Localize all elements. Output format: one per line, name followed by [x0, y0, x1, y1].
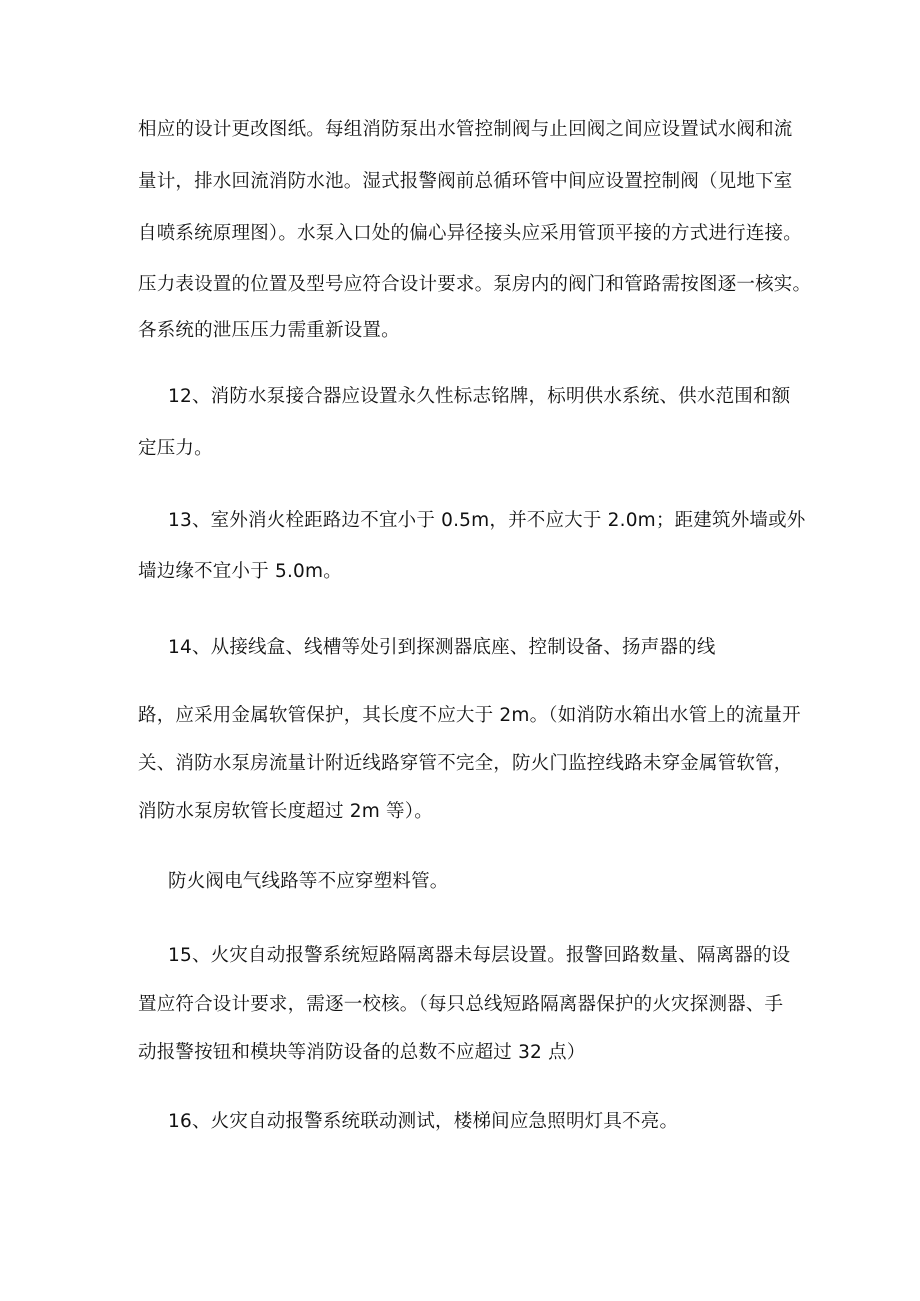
text-line: 量计，排水回流消防水池。湿式报警阀前总循环管中间应设置控制阀（见地下室 — [138, 171, 793, 192]
item-15-line-3: 动报警按钮和模块等消防设备的总数不应超过 32 点） — [138, 1042, 586, 1063]
item-13-line-2: 墙边缘不宜小于 5.0m。 — [138, 561, 342, 582]
item-13-line-1: 13、室外消火栓距路边不宜小于 0.5m，并不应大于 2.0m；距建筑外墙或外 — [168, 510, 806, 531]
text-line: 各系统的泄压压力需重新设置。 — [138, 320, 400, 341]
item-14-line-3: 关、消防水泵房流量计附近线路穿管不完全，防火门监控线路未穿金属管软管， — [138, 753, 793, 774]
item-15-line-2: 置应符合设计要求，需逐一校核。（每只总线短路隔离器保护的火灾探测器、手 — [138, 994, 784, 1015]
item-14-line-4: 消防水泵房软管长度超过 2m 等）。 — [138, 801, 433, 822]
item-16-line-1: 16、火灾自动报警系统联动测试，楼梯间应急照明灯具不亮。 — [168, 1111, 679, 1132]
text-line: 相应的设计更改图纸。每组消防泵出水管控制阀与止回阀之间应设置试水阀和流 — [138, 119, 793, 140]
text-line: 压力表设置的位置及型号应符合设计要求。泵房内的阀门和管路需按图逐一核实。 — [138, 274, 812, 295]
item-14-line-2: 路，应采用金属软管保护，其长度不应大于 2m。（如消防水箱出水管上的流量开 — [138, 705, 801, 726]
item-12-line-2: 定压力。 — [138, 438, 213, 459]
item-15-line-1: 15、火灾自动报警系统短路隔离器未每层设置。报警回路数量、隔离器的设 — [168, 945, 791, 966]
item-14-line-1: 14、从接线盒、线槽等处引到探测器底座、控制设备、扬声器的线 — [168, 637, 716, 658]
note-line: 防火阀电气线路等不应穿塑料管。 — [168, 871, 449, 892]
text-line: 自喷系统原理图）。水泵入口处的偏心异径接头应采用管顶平接的方式进行连接。 — [138, 223, 802, 244]
item-12-line-1: 12、消防水泵接合器应设置永久性标志铭牌，标明供水系统、供水范围和额 — [168, 386, 791, 407]
